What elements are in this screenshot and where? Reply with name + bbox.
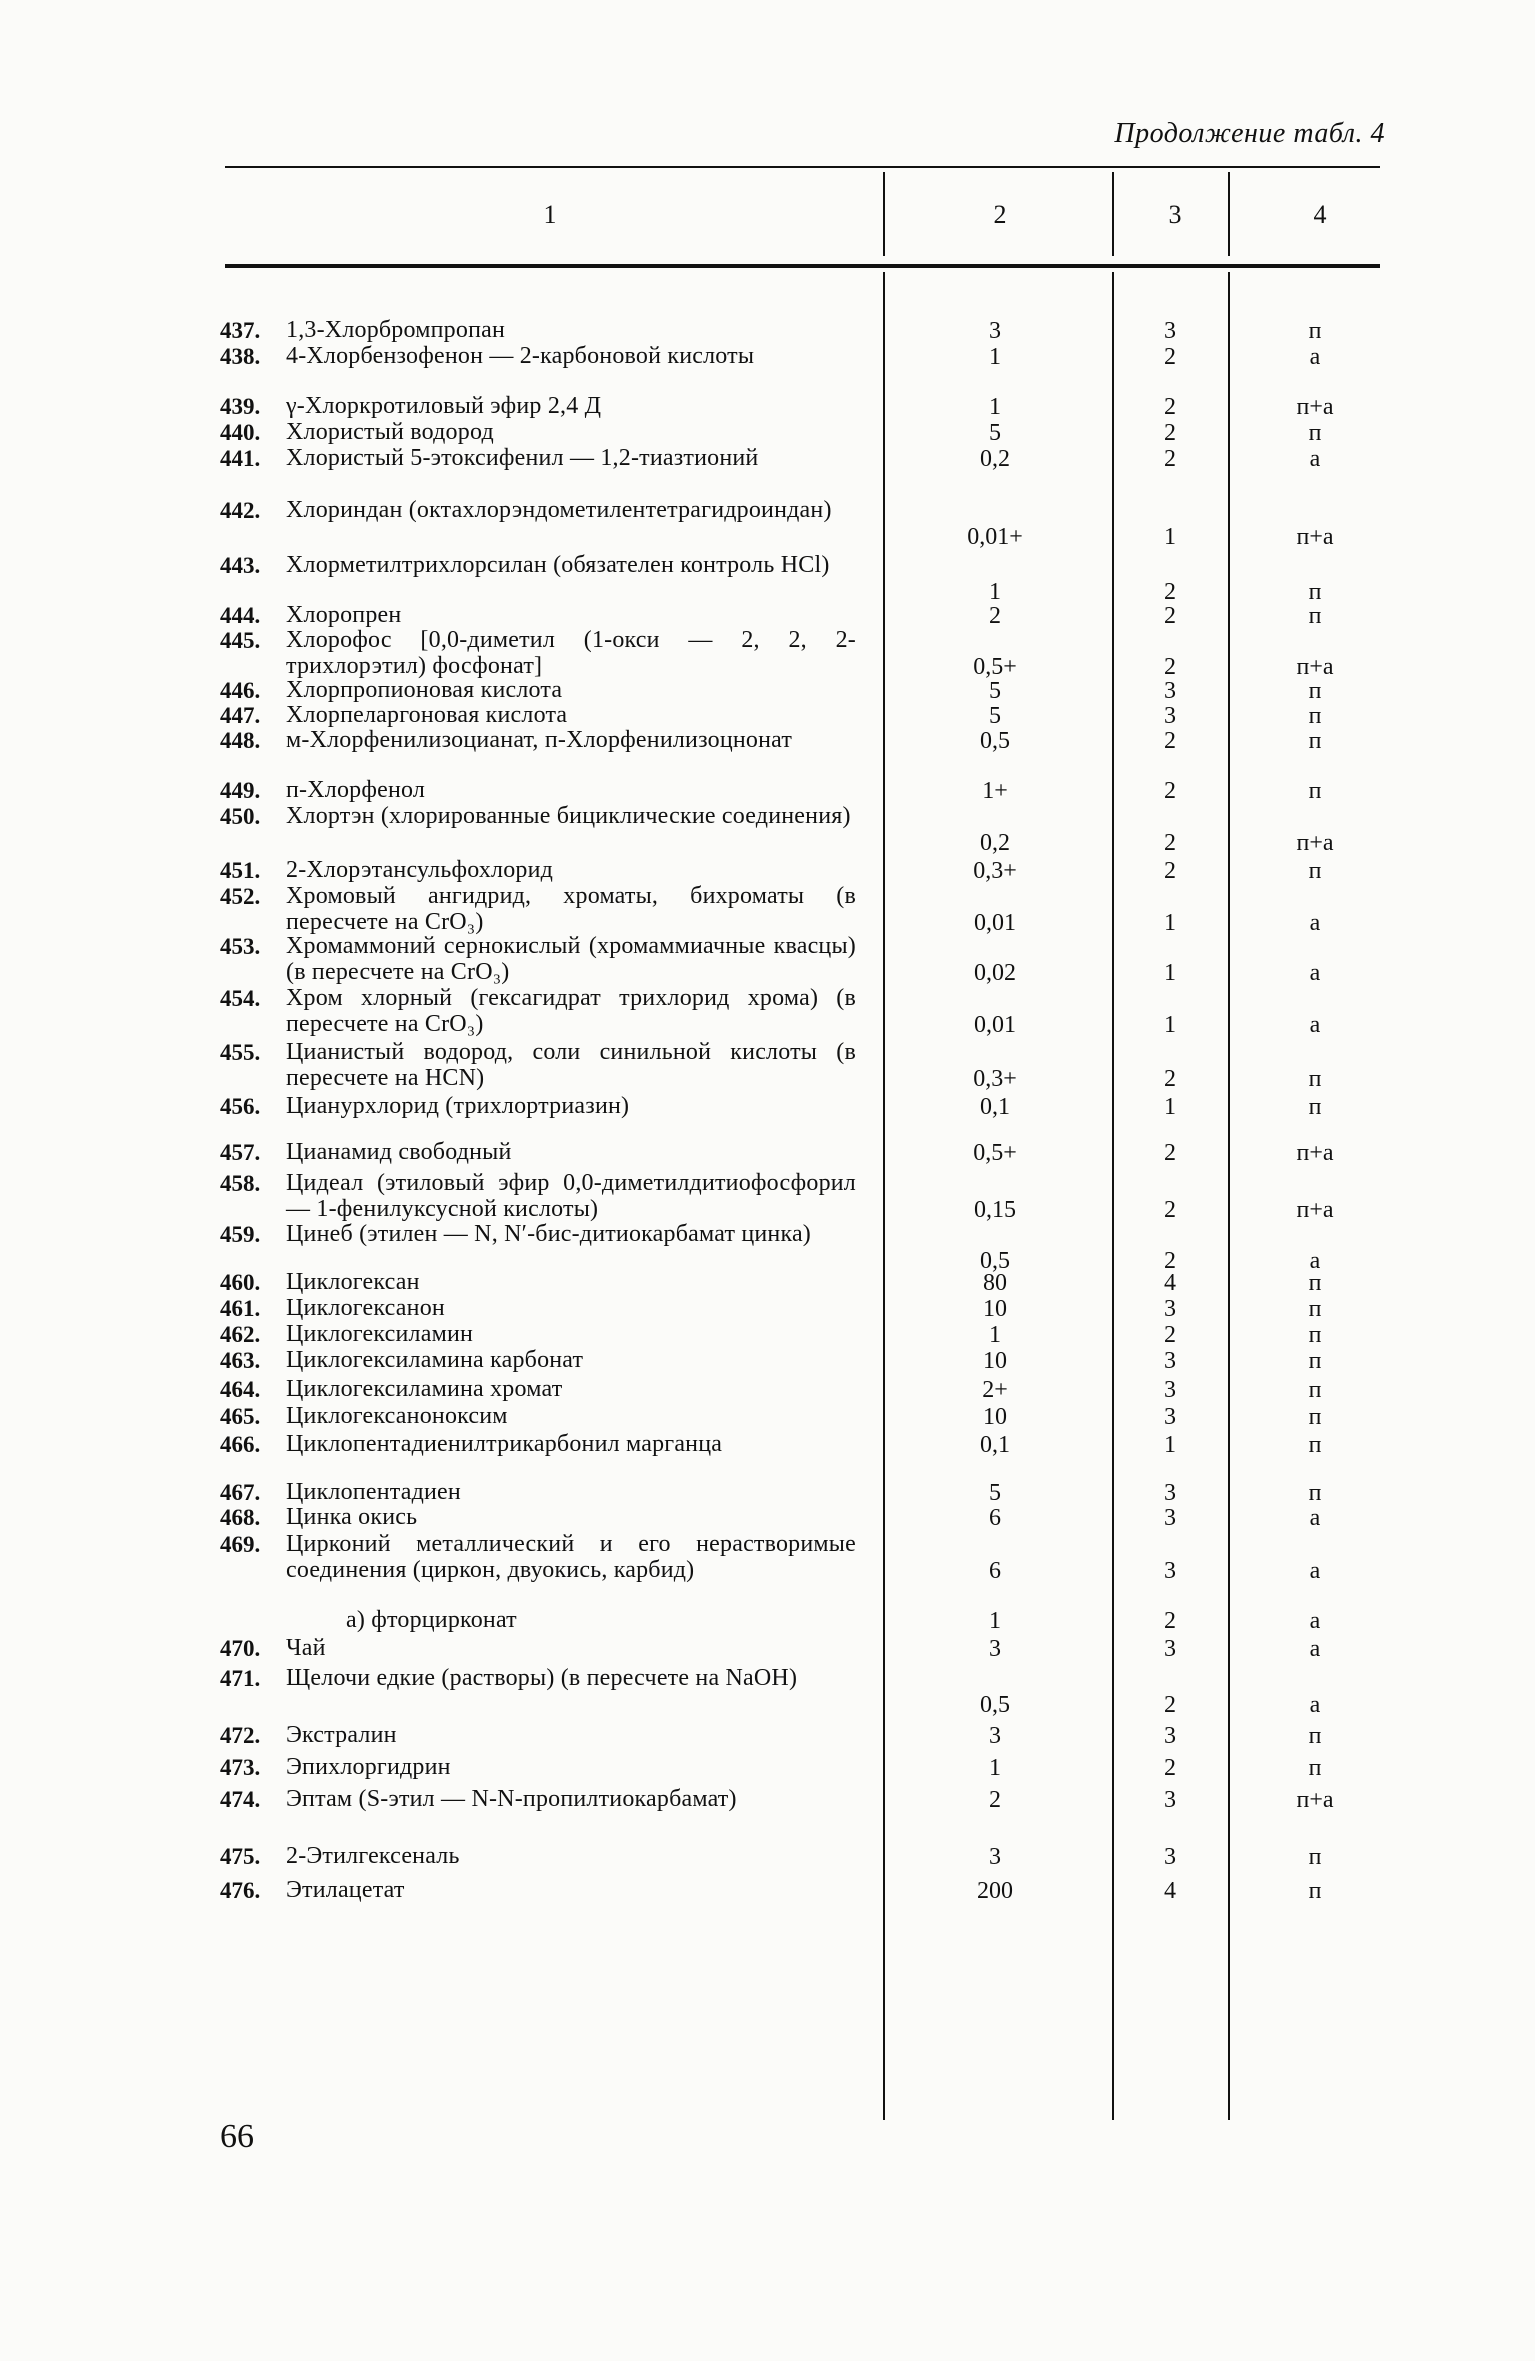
row-cell-c4: а [1309,909,1321,936]
substance-name: Хромаммоний сернокислый (хромаммиачные квасцы) (в пересчете на CrO₃) [286,933,856,985]
row-cell-c4: п [1308,1270,1322,1296]
row-cell-c3: 3 [1164,1404,1176,1430]
row-cell-c2: 5 [989,1480,1001,1506]
row-number: 437. [220,318,261,343]
row-cell-c2: 3 [989,1636,1001,1662]
substance-name: 1,3-Хлорбромпропан [286,317,506,343]
row-number: 453. [220,934,261,959]
row-number: 467. [220,1480,261,1505]
substance-name: Хлористый 5-этоксифенил — 1,2-тиазтионий [286,445,759,471]
row-cell-c2: 2+ [982,1377,1008,1403]
row-cell-c2: 0,2 [980,446,1010,472]
row-number: 438. [220,344,261,369]
row-number: 456. [220,1094,261,1119]
row-cell-c4: п+а [1296,829,1334,856]
row-cell-c3: 4 [1164,1270,1176,1296]
row-cell-c4: а [1309,1691,1321,1718]
row-cell-c3: 3 [1164,678,1176,704]
substance-name: Циклогексиламин [286,1321,474,1347]
row-cell-c3: 2 [1164,778,1176,804]
row-number: 462. [220,1322,261,1347]
row-cell-c3: 2 [1164,1247,1176,1274]
row-cell-c4: п [1308,1723,1322,1749]
substance-name: Циклопентадиенилтрикарбонил марганца [286,1431,723,1457]
substance-name: 2-Хлорэтансульфохлорид [286,857,554,883]
substance-name: γ-Хлоркротиловый эфир 2,4 Д [286,393,602,419]
substance-name: Хлорметилтрихлорсилан (обязателен контроль HCl) [286,552,830,578]
row-cell-c4: а [1309,1557,1321,1584]
row-cell-c4: п [1308,858,1322,884]
substance-name: Циклогексан [286,1269,420,1295]
row-cell-c3: 3 [1164,1557,1176,1584]
row-number: 447. [220,703,261,728]
row-cell-c4: п [1308,678,1322,704]
row-cell-c4: п+а [1296,394,1334,420]
row-number: 469. [220,1532,261,1557]
row-cell-c3: 2 [1164,1755,1176,1781]
row-cell-c3: 3 [1164,318,1176,344]
row-cell-c4: п [1308,1480,1322,1506]
substance-name: Хлористый водород [286,419,494,445]
row-cell-c3: 2 [1164,1691,1176,1718]
row-cell-c3: 2 [1164,728,1176,754]
row-number: 460. [220,1270,261,1295]
table-caption: Продолжение табл. 4 [1114,118,1385,149]
row-number: 461. [220,1296,261,1321]
row-cell-c2: 6 [989,1557,1001,1584]
row-cell-c2: 0,01+ [967,523,1023,550]
row-cell-c4: п [1308,1377,1322,1403]
row-cell-c4: п [1308,1404,1322,1430]
row-cell-c3: 1 [1164,1094,1176,1120]
row-cell-c4: п [1308,1094,1322,1120]
row-cell-c2: 0,2 [980,829,1010,856]
row-cell-c3: 2 [1164,344,1176,370]
column-header-2: 2 [993,200,1007,229]
row-cell-c3: 3 [1164,1636,1176,1662]
row-cell-c3: 3 [1164,1480,1176,1506]
row-cell-c2: 1 [989,1608,1001,1634]
row-cell-c4: п [1308,1296,1322,1322]
row-cell-c3: 2 [1164,603,1176,629]
substance-name: Цианистый водород, соли синильной кислоты (в пересчете на HCN) [286,1039,856,1091]
substance-name: п-Хлорфенол [286,777,426,803]
row-cell-c4: а [1309,1011,1321,1038]
row-number: 473. [220,1755,261,1780]
row-cell-c2: 5 [989,420,1001,446]
row-cell-c3: 3 [1164,1505,1176,1531]
row-cell-c2: 0,5+ [973,1140,1017,1166]
row-cell-c4: а [1309,959,1321,986]
row-cell-c3: 3 [1164,1723,1176,1749]
row-number: 464. [220,1377,261,1402]
row-number: 455. [220,1040,261,1065]
row-cell-c4: п+а [1296,1787,1334,1813]
row-number: 452. [220,884,261,909]
row-cell-c3: 1 [1164,1432,1176,1458]
row-cell-c3: 2 [1164,394,1176,420]
row-cell-c2: 1 [989,1755,1001,1781]
row-cell-c3: 1 [1164,909,1176,936]
substance-name: м-Хлорфенилизоцианат, п-Хлорфенилизоцнонат [286,727,793,753]
substance-name: Щелочи едкие (растворы) (в пересчете на NaOH) [286,1665,798,1691]
substance-name: Хлориндан (октахлорэндометилентетрагидроиндан) [286,497,832,523]
row-number: 442. [220,498,261,523]
row-cell-c2: 3 [989,1844,1001,1870]
row-number: 475. [220,1844,261,1869]
row-cell-c3: 2 [1164,420,1176,446]
row-cell-c3: 1 [1164,959,1176,986]
substance-name: Цинеб (этилен — N, N′-бис-дитиокарбамат цинка) [286,1221,812,1247]
row-number: 459. [220,1222,261,1247]
substance-name: Цианамид свободный [286,1139,512,1165]
substance-name: Циклогексаноноксим [286,1403,508,1429]
row-cell-c2: 0,3+ [973,858,1017,884]
row-cell-c2: 10 [983,1348,1007,1374]
row-cell-c2: 0,5+ [973,653,1017,680]
row-number: 474. [220,1787,261,1812]
substance-name: Эпихлоргидрин [286,1754,451,1780]
substance-name: Хлортэн (хлорированные бициклические соединения) [286,803,851,829]
row-cell-c2: 5 [989,678,1001,704]
row-cell-c2: 10 [983,1296,1007,1322]
row-cell-c4: п [1308,1348,1322,1374]
row-cell-c4: п [1308,420,1322,446]
row-number: 439. [220,394,261,419]
column-header-1: 1 [543,200,557,229]
substance-name: Циклогексиламина хромат [286,1376,563,1402]
row-cell-c4: п+а [1296,1196,1334,1223]
row-cell-c3: 1 [1164,1011,1176,1038]
row-cell-c4: п [1308,578,1322,605]
row-cell-c2: 5 [989,703,1001,729]
row-number: 468. [220,1505,261,1530]
substance-name: Этилацетат [286,1877,405,1903]
row-cell-c4: а [1309,1608,1321,1634]
row-number: 443. [220,553,261,578]
row-cell-c3: 3 [1164,1844,1176,1870]
substance-name: 4-Хлорбензофенон — 2-карбоновой кислоты [286,343,755,369]
row-cell-c4: п [1308,703,1322,729]
row-cell-c4: п+а [1296,523,1334,550]
row-cell-c4: а [1309,1636,1321,1662]
row-cell-c4: п [1308,1878,1322,1904]
substance-name: Хлоропрен [286,602,402,628]
substance-name: Циклопентадиен [286,1479,461,1505]
row-number: 476. [220,1878,261,1903]
substance-name: Хлорпропионовая кислота [286,677,563,703]
row-cell-c3: 3 [1164,703,1176,729]
row-number: 444. [220,603,261,628]
row-cell-c2: 0,5 [980,1691,1010,1718]
row-cell-c2: 1 [989,578,1001,605]
row-cell-c4: п+а [1296,1140,1334,1166]
substance-name: Циклогексиламина карбонат [286,1347,584,1373]
row-cell-c3: 2 [1164,1065,1176,1092]
row-number: 451. [220,858,261,883]
row-cell-c4: п [1308,1065,1322,1092]
row-cell-c2: 0,01 [974,1011,1016,1038]
row-cell-c4: а [1309,1247,1321,1274]
substance-name: Циклогексанон [286,1295,445,1321]
substance-name: Хромовый ангидрид, хроматы, бихроматы (в пересчете на CrO₃) [286,883,856,935]
row-cell-c2: 0,1 [980,1094,1010,1120]
row-cell-c2: 0,5 [980,728,1010,754]
row-cell-c2: 1 [989,394,1001,420]
row-cell-c2: 200 [977,1878,1013,1904]
row-cell-c3: 3 [1164,1296,1176,1322]
row-cell-c4: а [1309,344,1321,370]
row-cell-c2: 0,01 [974,909,1016,936]
substance-name: Экстралин [286,1722,397,1748]
row-cell-c3: 2 [1164,1608,1176,1634]
row-cell-c4: п [1308,1432,1322,1458]
row-cell-c2: 0,02 [974,959,1016,986]
row-number: 450. [220,804,261,829]
row-cell-c3: 3 [1164,1348,1176,1374]
row-cell-c3: 2 [1164,1196,1176,1223]
column-header-4: 4 [1313,200,1327,229]
row-number: 465. [220,1404,261,1429]
row-cell-c3: 2 [1164,858,1176,884]
substance-name: Хлорофос [0,0-диметил (1-окси — 2, 2, 2-трихлорэтил) фосфонат] [286,627,856,679]
row-cell-c3: 2 [1164,1322,1176,1348]
row-number: 448. [220,728,261,753]
row-cell-c2: 1 [989,1322,1001,1348]
row-cell-c2: 2 [989,603,1001,629]
substance-name: Цинка окись [286,1504,418,1530]
row-cell-c3: 3 [1164,1377,1176,1403]
row-cell-c4: п+а [1296,653,1334,680]
row-number: 463. [220,1348,261,1373]
row-cell-c4: п [1308,1755,1322,1781]
row-cell-c4: п [1308,1844,1322,1870]
row-cell-c2: 1+ [982,778,1008,804]
row-cell-c3: 2 [1164,829,1176,856]
substance-name: а) фторцирконат [346,1607,517,1633]
row-cell-c2: 0,1 [980,1432,1010,1458]
row-cell-c4: а [1309,1505,1321,1531]
row-cell-c2: 3 [989,318,1001,344]
row-cell-c3: 2 [1164,446,1176,472]
row-cell-c4: п [1308,778,1322,804]
row-cell-c3: 4 [1164,1878,1176,1904]
row-cell-c4: а [1309,446,1321,472]
row-cell-c2: 0,15 [974,1196,1016,1223]
row-number: 440. [220,420,261,445]
substance-name: Хром хлорный (гексагидрат трихлорид хрома) (в пересчете на CrO₃) [286,985,856,1037]
row-number: 449. [220,778,261,803]
row-number: 457. [220,1140,261,1165]
row-cell-c3: 1 [1164,523,1176,550]
row-cell-c2: 6 [989,1505,1001,1531]
row-cell-c2: 3 [989,1723,1001,1749]
row-number: 470. [220,1636,261,1661]
row-cell-c4: п [1308,318,1322,344]
row-cell-c4: п [1308,603,1322,629]
row-number: 471. [220,1666,261,1691]
row-cell-c2: 1 [989,344,1001,370]
page-number: 66 [220,2118,254,2155]
row-cell-c4: п [1308,728,1322,754]
column-header-3: 3 [1168,200,1182,229]
row-number: 458. [220,1171,261,1196]
row-cell-c4: п [1308,1322,1322,1348]
row-number: 446. [220,678,261,703]
row-cell-c3: 3 [1164,1787,1176,1813]
row-cell-c2: 0,3+ [973,1065,1017,1092]
row-cell-c2: 2 [989,1787,1001,1813]
row-cell-c3: 2 [1164,1140,1176,1166]
substance-name: Чай [286,1635,326,1661]
row-cell-c2: 80 [983,1270,1007,1296]
substance-name: Цидеал (этиловый эфир 0,0-диметилдитиофосфорил — 1-фенилуксусной кислоты) [286,1170,856,1222]
row-cell-c2: 10 [983,1404,1007,1430]
row-number: 445. [220,628,261,653]
substance-name: Эптам (S-этил — N-N-пропилтиокарбамат) [286,1786,737,1812]
row-cell-c3: 2 [1164,578,1176,605]
row-cell-c2: 0,5 [980,1247,1010,1274]
substance-name: Цианурхлорид (трихлортриазин) [286,1093,630,1119]
substance-name: 2-Этилгексеналь [286,1843,460,1869]
substance-name: Цирконий металлический и его нерастворимые соединения (циркон, двуокись, карбид) [286,1531,856,1583]
substance-name: Хлорпеларгоновая кислота [286,702,568,728]
row-number: 466. [220,1432,261,1457]
row-number: 454. [220,986,261,1011]
row-number: 472. [220,1723,261,1748]
row-cell-c3: 2 [1164,653,1176,680]
row-number: 441. [220,446,261,471]
